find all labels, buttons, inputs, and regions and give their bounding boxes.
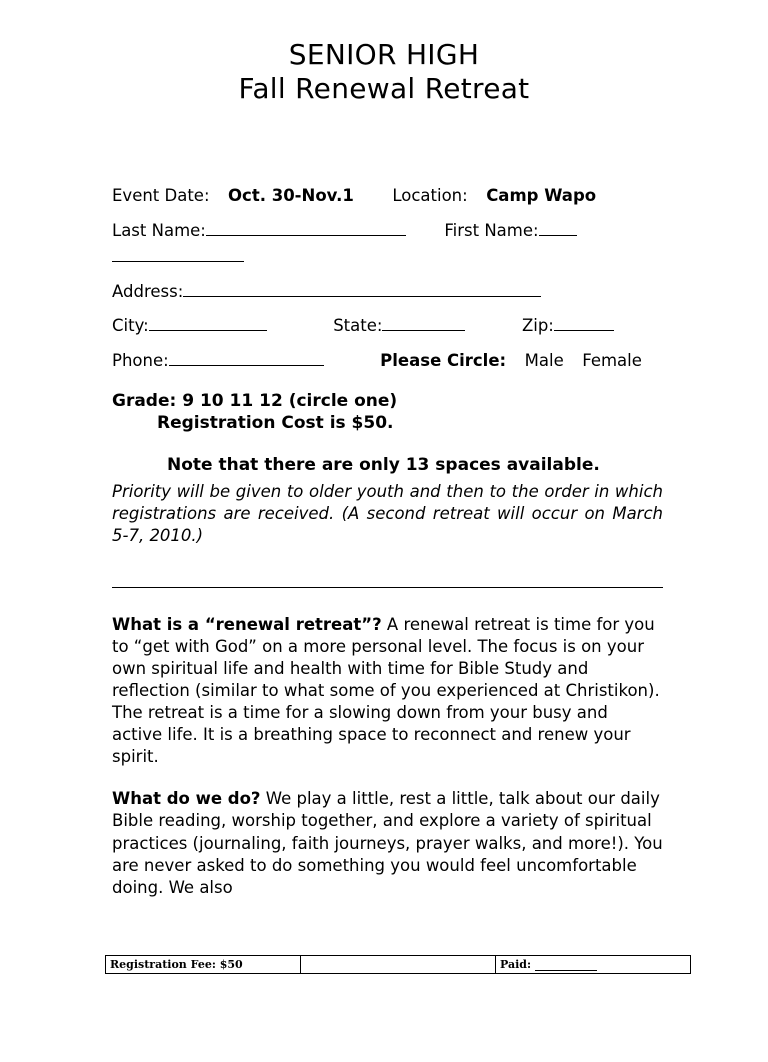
gender-option-female[interactable]: Female — [582, 350, 642, 370]
paid-input[interactable] — [535, 960, 597, 971]
fee-blank-cell[interactable] — [301, 956, 496, 974]
title-line-2: Fall Renewal Retreat — [238, 72, 530, 106]
state-label: State: — [333, 316, 383, 336]
document-body — [0, 188, 768, 899]
last-name-input-overflow[interactable] — [112, 246, 244, 262]
phone-gender-line — [112, 350, 663, 370]
event-date-label: Event Date: — [112, 186, 210, 206]
table-row — [106, 956, 691, 974]
zip-input[interactable] — [554, 315, 614, 331]
name-line — [112, 220, 663, 240]
title-line-1: SENIOR HIGH — [288, 38, 480, 71]
city-input[interactable] — [149, 315, 267, 331]
state-input[interactable] — [382, 315, 465, 331]
last-name-input[interactable] — [206, 220, 406, 236]
document-title — [0, 38, 768, 106]
document-page — [0, 38, 768, 1062]
faq-item-2 — [112, 788, 663, 899]
phone-input[interactable] — [169, 350, 324, 366]
first-name-input[interactable] — [539, 220, 577, 236]
event-date-value: Oct. 30-Nov.1 — [228, 186, 354, 206]
city-label: City: — [112, 316, 149, 336]
priority-note: Priority will be given to older youth and then to the order in which registrations are received. (A second retreat will occur on March 5-7, 2010.) — [112, 482, 663, 545]
address-input[interactable] — [183, 281, 541, 297]
faq-answer-1: A renewal retreat is time for you to “get with God” on a more personal level. The focus is on your own spiritual life and health with time for Bible Study and reflection (similar to what some of you experienced at Christikon). The retreat is a time for a slowing down from your busy and active life. It is a breathing space to reconnect and renew your spirit. — [112, 614, 660, 767]
location-value: Camp Wapo — [486, 186, 597, 206]
please-circle-label: Please Circle: — [380, 350, 507, 370]
address-label: Address: — [112, 281, 184, 301]
first-name-label: First Name: — [444, 220, 539, 240]
paid-cell[interactable] — [496, 956, 691, 974]
gender-option-male[interactable]: Male — [524, 350, 564, 370]
last-name-label: Last Name: — [112, 220, 206, 240]
registration-fee-cell: Registration Fee: $50 — [106, 956, 301, 974]
faq-answer-2: We play a little, rest a little, talk about our daily Bible reading, worship together, and explore a variety of spiritual practices (journaling, faith journeys, prayer walks, and more!). You are never asked to do something you would feel uncomfortable doing. We also — [112, 789, 663, 897]
paid-label: Paid: — [500, 958, 535, 971]
spaces-available-note: Note that there are only 13 spaces available. — [167, 455, 600, 476]
zip-label: Zip: — [521, 316, 554, 336]
location-label: Location: — [392, 186, 468, 206]
faq-question-2: What do we do? — [112, 789, 261, 809]
phone-label: Phone: — [112, 350, 169, 370]
fee-table — [105, 955, 691, 974]
section-divider — [112, 587, 663, 588]
registration-cost-line: Registration Cost is $50. — [157, 413, 394, 434]
event-date-location-line — [112, 188, 663, 205]
faq-item-1 — [112, 614, 663, 769]
title-spacer — [0, 106, 768, 188]
city-state-zip-line — [112, 315, 663, 335]
grade-line[interactable]: Grade: 9 10 11 12 (circle one) — [112, 391, 398, 412]
address-line — [112, 281, 663, 301]
name-line-continuation — [112, 246, 663, 266]
faq-question-1: What is a “renewal retreat”? — [112, 614, 382, 634]
